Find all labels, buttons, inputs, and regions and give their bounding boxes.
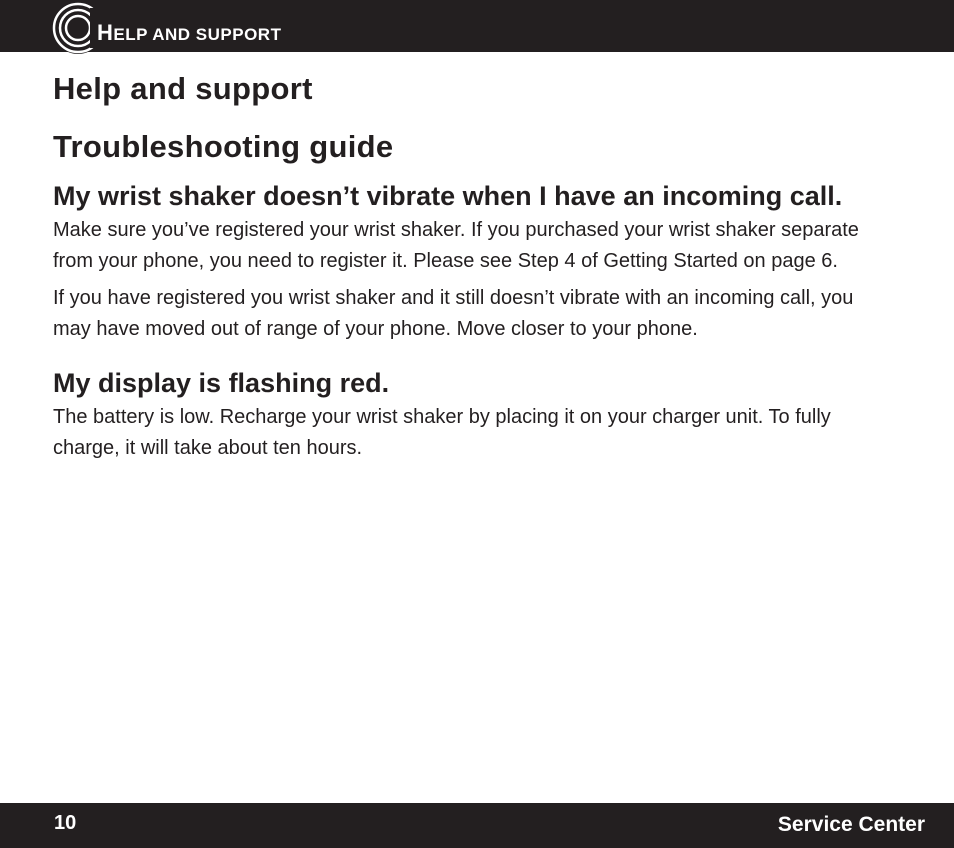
header-section-label: [97, 21, 281, 47]
answer-paragraph: If you have registered you wrist shaker and it still doesn’t vibrate with an incoming call, you may have moved out of range of your phone. Move closer to your phone.: [53, 287, 854, 340]
question-heading: My wrist shaker doesn’t vibrate when I have an incoming call.: [53, 181, 843, 211]
page-title: Help and support: [53, 71, 313, 106]
footer-section-name: Service Center: [777, 813, 925, 836]
page-number: 10: [54, 812, 77, 834]
main-content: [53, 66, 893, 464]
header-section-label-rest: ELP AND SUPPORT: [113, 25, 282, 44]
section-title: Troubleshooting guide: [53, 129, 394, 164]
answer-paragraph: The battery is low. Recharge your wrist shaker by placing it on your charger unit. To fully charge, it will take about ten hours.: [53, 406, 831, 459]
answer-paragraph: Make sure you’ve registered your wrist shaker. If you purchased your wrist shaker separate from your phone, you need to register it. Please see Step 4 of Getting Started on page 6.: [53, 219, 859, 272]
header-section-label-initial: H: [97, 20, 114, 45]
question-heading: My display is flashing red.: [53, 368, 390, 398]
